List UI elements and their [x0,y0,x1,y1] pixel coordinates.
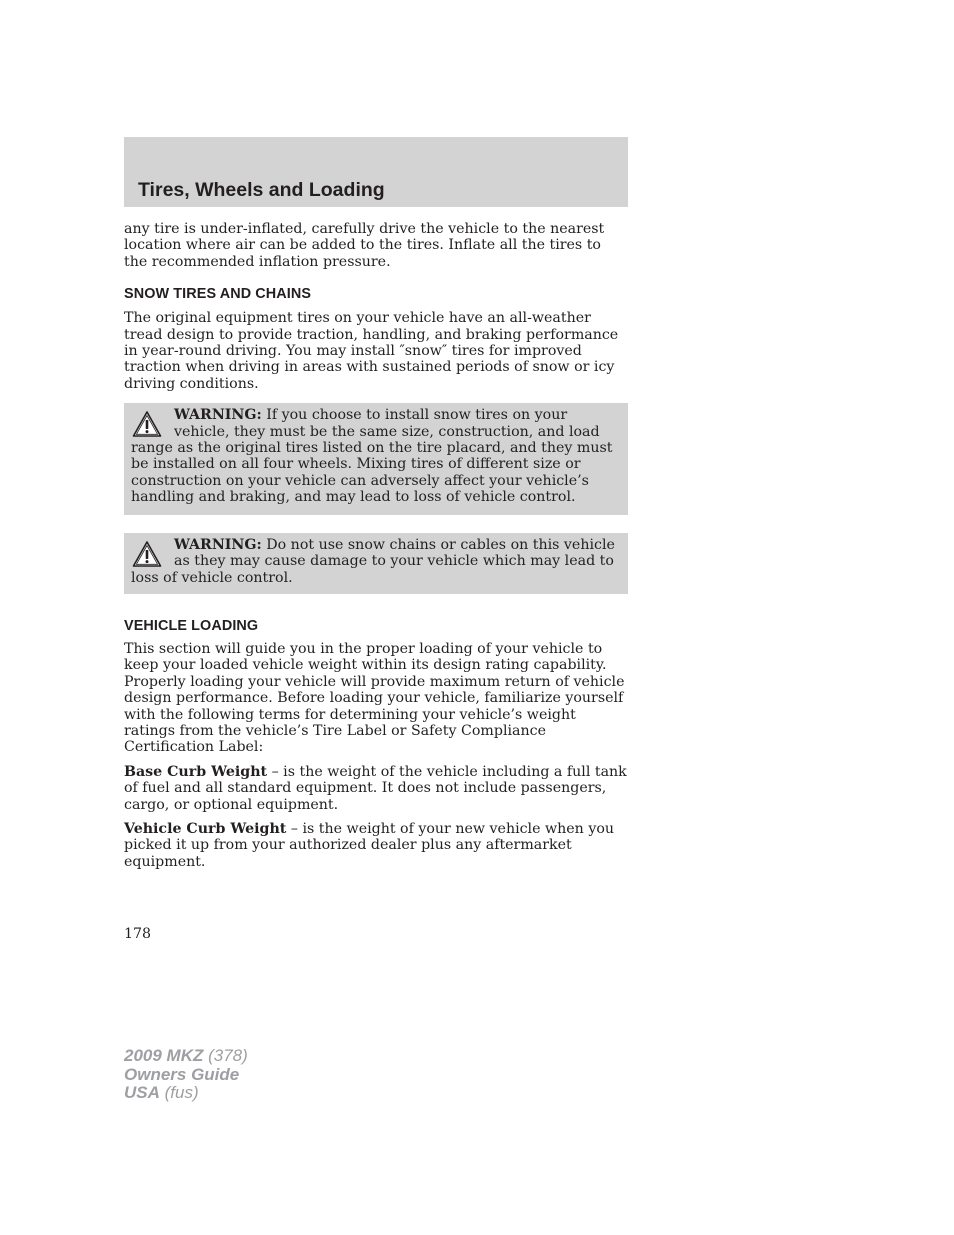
vehicle-loading-heading: VEHICLE LOADING [124,617,259,634]
warning-label: WARNING: [174,407,262,424]
snow-tires-paragraph: The original equipment tires on your vehicle have an all-weather tread design to provide traction, handling, and braking performance in year-round driving. You may install ″snow″ tires for improved traction when driving in areas with sustained periods of snow or icy driving conditions. [124,310,619,392]
warning-triangle-icon [132,540,162,568]
term-label: Base Curb Weight [124,763,268,780]
term-base-curb-weight [124,764,628,813]
term-definition: – is the weight of the vehicle including a full tank of fuel and all standard equipment. It does not include passengers, cargo, or optional equipment. [124,763,627,813]
warning-triangle-icon [132,410,162,438]
footer-region: USA [124,1083,160,1102]
footer-guide-line [124,1066,248,1085]
footer-region-line [124,1084,248,1103]
vehicle-loading-paragraph: This section will guide you in the proper loading of your vehicle to keep your loaded vehicle weight within its design rating capability. Properly loading your vehicle will provide maximum return of vehicle design performance. Before loading your vehicle, familiarize yourself with the following terms for determining your vehicle’s weight ratings from the vehicle’s Tire Label or Safety Compliance Certification Label: [124,640,625,756]
footer-model-line [124,1047,248,1066]
section-title: Tires, Wheels and Loading [138,179,385,201]
footer-guide: Owners Guide [124,1064,240,1084]
warning-box-snow-chains [124,533,628,594]
footer-model-code: (378) [208,1046,248,1065]
term-label: Vehicle Curb Weight [124,820,287,837]
footer-model: 2009 MKZ [124,1046,204,1065]
term-definition: – is the weight of your new vehicle when you picked it up from your authorized dealer plus any aftermarket equipment. [124,820,615,870]
warning-text: If you choose to install snow tires on your vehicle, they must be the same size, construction, and load range as the original tires listed on the tire placard, and they must be installed on all four wheels. Mixing tires of different size or construction on your vehicle can adversely affect your vehicle’s handling and braking, and may lead to loss of vehicle control. [131,407,613,506]
intro-paragraph: any tire is under-inflated, carefully drive the vehicle to the nearest location where air can be added to the tires. Inflate all the tires to the recommended inflation pressure. [124,221,605,270]
document-footer [124,1047,248,1103]
warning-box-snow-tires [124,403,628,514]
section-header-band [124,137,628,207]
footer-region-code: (fus) [164,1083,199,1102]
term-vehicle-curb-weight [124,821,628,870]
page-number: 178 [124,926,152,942]
page-content [124,221,628,878]
snow-tires-heading: SNOW TIRES AND CHAINS [124,286,312,303]
warning-text: Do not use snow chains or cables on this vehicle as they may cause damage to your vehicle which may lead to loss of vehicle control. [131,536,615,586]
warning-label: WARNING: [174,536,262,553]
